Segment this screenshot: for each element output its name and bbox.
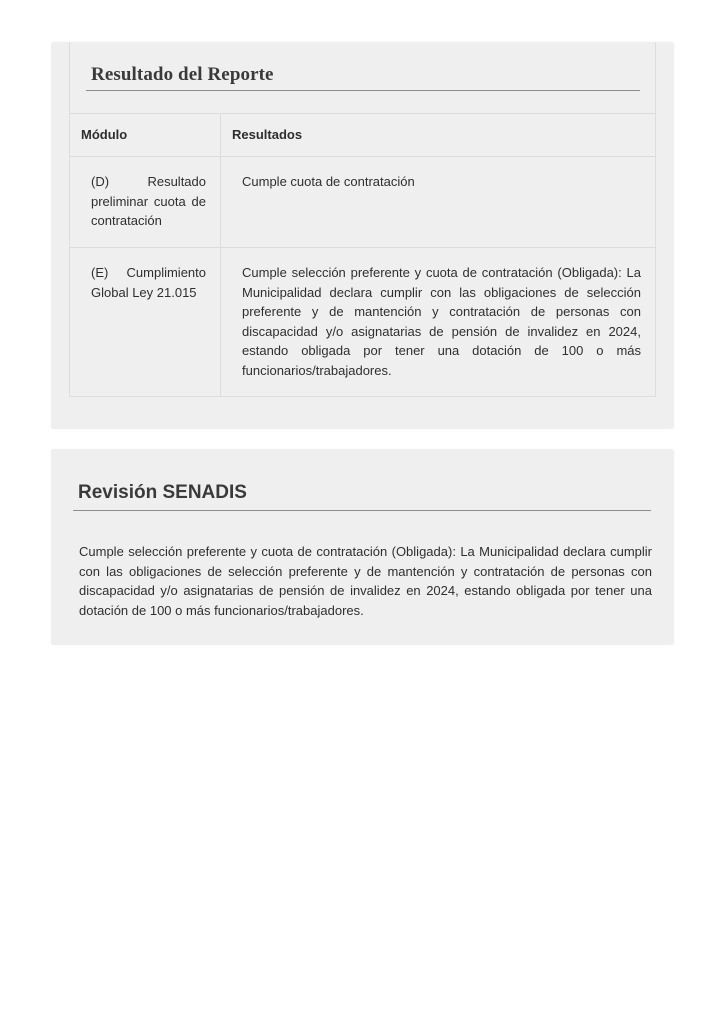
table-header-row	[70, 114, 655, 157]
table-row	[70, 157, 655, 248]
report-panel	[51, 42, 674, 429]
column-header-modulo: Módulo	[70, 114, 221, 157]
resultado-cell: Cumple cuota de contratación	[221, 157, 656, 248]
report-title: Resultado del Reporte	[91, 64, 274, 85]
senadis-review-text: Cumple selección preferente y cuota de contratación (Obligada): La Municipalidad declara cumplir con las obligaciones de selección preferente y de mantención y contratación de personas con discapacidad y/o asignatarias de pensión de invalidez en 2024, estando obligada por tener una dotación de 100 o más funcionarios/trabajadores.	[79, 544, 652, 618]
senadis-panel	[51, 449, 674, 645]
table-row	[70, 248, 655, 397]
column-header-resultados: Resultados	[221, 114, 656, 157]
resultado-cell: Cumple selección preferente y cuota de contratación (Obligada): La Municipalidad declara cumplir con las obligaciones de selección preferente y de mantención y contratación de personas con discapacidad y/o asignatarias de pensión de invalidez en 2024, estando obligada por tener una dotación de 100 o más funcionarios/trabajadores.	[242, 265, 641, 378]
senadis-title-divider	[73, 510, 651, 511]
report-table	[70, 114, 655, 396]
modulo-cell: (E) Cumplimiento Global Ley 21.015	[70, 248, 221, 397]
senadis-title: Revisión SENADIS	[78, 482, 247, 503]
report-title-divider	[86, 90, 640, 91]
report-container	[69, 42, 656, 397]
modulo-cell: (D) Resultado preliminar cuota de contratación	[70, 157, 221, 248]
report-header	[70, 42, 655, 114]
